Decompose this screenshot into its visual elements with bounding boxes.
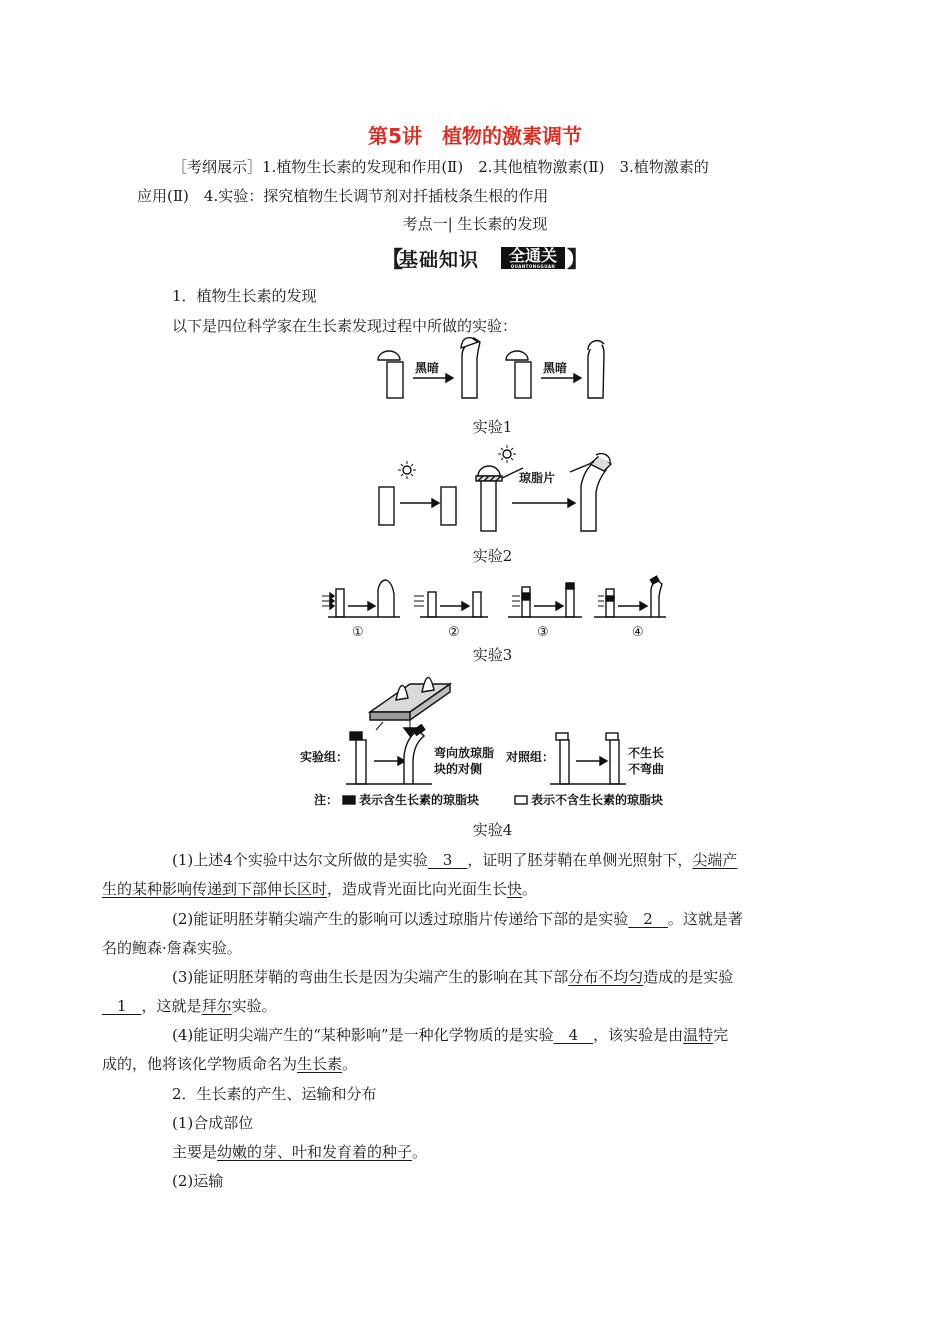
- q3-text-d: 实验。: [231, 997, 277, 1015]
- exp4-result-exp-2: 块的对侧: [434, 762, 483, 776]
- outline-label: ［考纲展示］: [172, 158, 263, 176]
- exp2-caption: 实验2: [472, 547, 513, 565]
- q4-text-e: 。: [342, 1055, 358, 1073]
- q1-text-b: ，证明了胚芽鞘在单侧光照射下，: [467, 851, 693, 869]
- exp4-note-prefix: 注：: [314, 793, 339, 807]
- section2-sub2: (2)运输: [172, 1172, 224, 1190]
- banner-text: 基础知识: [399, 249, 480, 271]
- question-3: [102, 963, 817, 1021]
- q4-text-b: ，该实验是由: [593, 1026, 684, 1044]
- section1-heading: 1．植物生长素的发现: [172, 287, 317, 305]
- q3-text-a: (3)能证明胚芽鞘的弯曲生长是因为尖端产生的影响在其下部: [172, 968, 569, 986]
- exp3-number-2: ②: [448, 625, 460, 640]
- q3-underline-1: 分布不均匀: [568, 968, 644, 986]
- exp4-diagram: [343, 677, 626, 804]
- q4-text-d: 成的，他将该化学物质命名为: [102, 1055, 298, 1073]
- question-1: [102, 846, 817, 904]
- q3-text-b: 造成的是实验: [643, 968, 734, 986]
- q1-answer: 3: [427, 851, 468, 869]
- q3-answer: 1: [102, 997, 142, 1015]
- exp1-label-dark-1: 黑暗: [415, 361, 440, 375]
- q2-text-b: 。这就是著: [667, 910, 743, 928]
- exp4-result-exp-1: 弯向放琼脂: [434, 746, 495, 760]
- section1-intro: 以下是四位科学家在生长素发现过程中所做的实验：: [172, 317, 518, 335]
- banner-badge-text: 全通关: [508, 246, 557, 265]
- exp1-label-dark-2: 黑暗: [543, 361, 568, 375]
- question-4: [102, 1021, 817, 1079]
- exp4-result-ctrl-1: 不生长: [628, 746, 665, 760]
- sub1-underline: 幼嫩的芽、叶和发育着的种子: [217, 1143, 413, 1161]
- q1-underline-2: 生的某种影响传递到下部伸长区时: [102, 880, 328, 898]
- outline-text-1: 1.植物生长素的发现和作用(Ⅱ) 2.其他植物激素(Ⅱ) 3.植物激素的: [262, 158, 709, 176]
- q1-text-a: (1)上述4个实验中达尔文所做的是实验: [172, 851, 428, 869]
- section2-heading: 2．生长素的产生、运输和分布: [172, 1085, 377, 1103]
- exp1-caption: 实验1: [472, 418, 513, 436]
- q4-answer: 4: [553, 1026, 594, 1044]
- q1-text-c: ，造成背光面比向光面生长: [327, 880, 508, 898]
- exp1-diagram: [378, 338, 604, 398]
- exp4-group-ctrl: 对照组：: [506, 750, 555, 764]
- q4-text-c: 完: [713, 1026, 729, 1044]
- exp2-diagram: [379, 445, 611, 531]
- lesson-title: 第5讲 植物的激素调节: [368, 124, 582, 148]
- exp2-label-agar: 琼脂片: [519, 471, 556, 485]
- banner-badge-sub: QUANTONGGUAN: [510, 264, 556, 269]
- exp4-note-white: 表示不含生长素的琼脂块: [531, 793, 664, 807]
- q3-text-c: ，这就是: [141, 997, 202, 1015]
- sub1-text-a: 主要是: [172, 1143, 218, 1161]
- outline-line-2: 应用(Ⅱ) 4.实验：探究植物生长调节剂对扦插枝条生根的作用: [137, 187, 549, 205]
- q1-underline-1: 尖端产: [692, 851, 738, 869]
- exp4-result-ctrl-2: 不弯曲: [628, 762, 665, 776]
- section2-sub1: (1)合成部位: [172, 1114, 254, 1132]
- sub1-text-b: 。: [412, 1143, 428, 1161]
- q1-text-d: 。: [522, 880, 538, 898]
- exp4-group-exp: 实验组：: [300, 750, 349, 764]
- section2-sub1-text: [137, 1138, 817, 1167]
- exp3-number-1: ①: [352, 625, 364, 640]
- question-2: [102, 905, 817, 963]
- bracket-right-icon: 】: [567, 248, 590, 273]
- exp4-note-black: 表示含生长素的琼脂块: [359, 793, 480, 807]
- exp3-diagram: [322, 576, 666, 617]
- exp3-number-4: ④: [632, 625, 644, 640]
- exp3-caption: 实验3: [472, 646, 513, 664]
- q1-underline-3: 快: [507, 880, 523, 898]
- q2-text-a: (2)能证明胚芽鞘尖端产生的影响可以透过琼脂片传递给下部的是实验: [172, 910, 629, 928]
- q4-text-a: (4)能证明尖端产生的“某种影响”是一种化学物质的是实验: [172, 1026, 554, 1044]
- bracket-left-icon: 【: [381, 248, 404, 273]
- exp4-caption: 实验4: [472, 821, 513, 839]
- q4-underline-2: 生长素: [297, 1055, 343, 1073]
- q4-underline-1: 温特: [683, 1026, 714, 1044]
- exp3-number-3: ③: [537, 625, 549, 640]
- kaodian-heading: 考点一| 生长素的发现: [402, 215, 548, 233]
- q2-text-c: 名的鲍森·詹森实验。: [102, 939, 242, 957]
- q2-answer: 2: [628, 910, 668, 928]
- q3-underline-2: 拜尔: [201, 997, 232, 1015]
